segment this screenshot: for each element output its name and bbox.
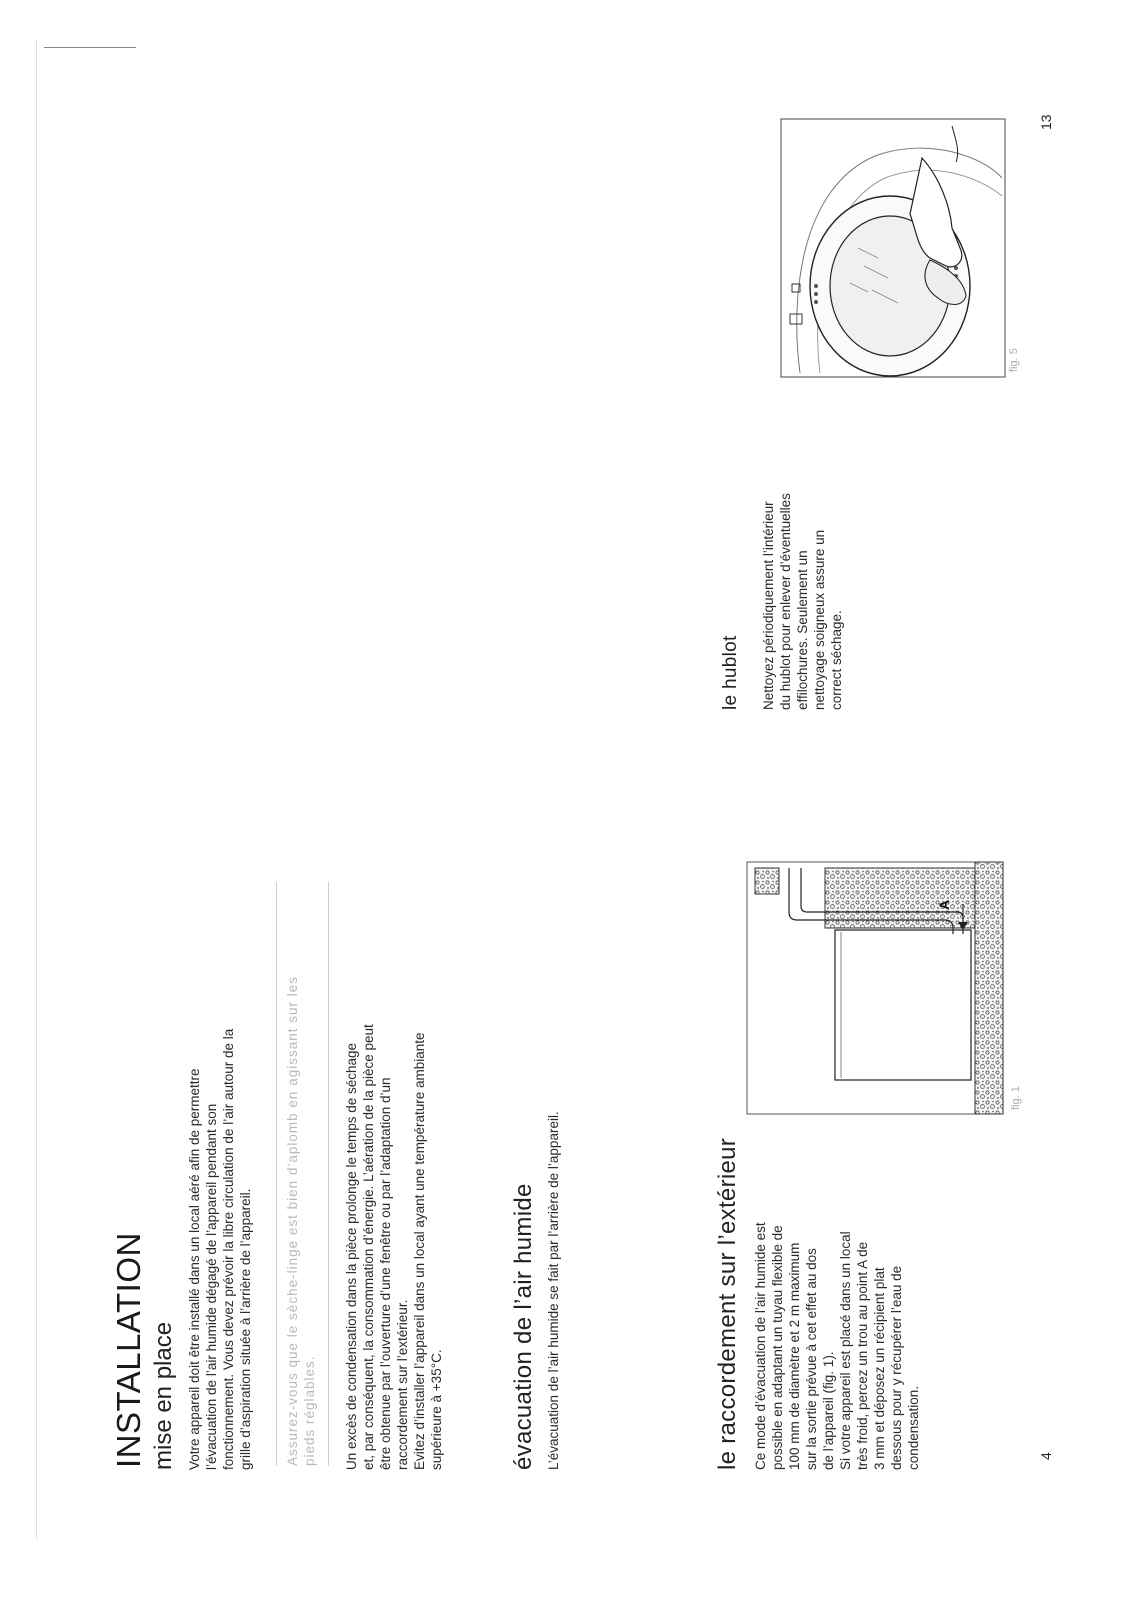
text-line: 100 mm de diamètre et 2 m maximum [787, 1242, 802, 1470]
vent-hole [814, 284, 818, 288]
text-line: sur la sortie prévue à cet effet au dos [804, 1248, 819, 1470]
text-line: nettoyage soigneux assure un [812, 529, 827, 710]
text-line: et, par conséquent, la consommation d’énergie. L’aération de la pièce peut [361, 1024, 376, 1470]
text-line: Votre appareil doit être installé dans un local aéré afin de permettre [187, 1068, 202, 1470]
note-box-left-rule [276, 882, 277, 1466]
text-line: condensation. [906, 1385, 921, 1470]
figure-hublot-illustration [780, 118, 1007, 380]
text-line: Un excès de condensation dans la pièce prolonge le temps de séchage [344, 1042, 359, 1470]
text-line: grille d’aspiration située à l’arrière de l’appareil. [238, 1188, 253, 1470]
text-line: fonctionnement. Vous devez prévoir la libre circulation de l’air autour de la [221, 1028, 236, 1470]
heading-mise-en-place: mise en place [150, 1321, 177, 1470]
figure-caption-1: fig. 1 [1010, 1086, 1022, 1110]
page-margin-line [36, 40, 37, 1540]
note-line: pieds réglables. [302, 1355, 317, 1466]
note-box-right-rule [328, 882, 329, 1466]
text-line: dessous pour y récupérer l’eau de [889, 1265, 904, 1470]
note-line: Assurez-vous que le sèche-linge est bien d’aplomb en agissant sur les [285, 976, 300, 1466]
page-title: INSTALLATION [110, 1232, 147, 1468]
paragraph-condensation [343, 1024, 445, 1470]
text-line: correct séchage. [829, 610, 844, 710]
paragraph-hublot [760, 493, 845, 710]
text-line: Ce mode d’évacuation de l’air humide est [753, 1222, 768, 1470]
page-number-left: 4 [1038, 1452, 1054, 1460]
text-line: supérieure à +35°C. [429, 1349, 444, 1470]
page-number-right: 13 [1038, 114, 1054, 130]
text-line: raccordement sur l’extérieur. [395, 1299, 410, 1470]
wall-gravel [825, 868, 975, 928]
note-pieds-reglables [284, 976, 318, 1466]
top-edge-line [44, 47, 136, 48]
heading-hublot: le hublot [720, 635, 741, 710]
heading-raccordement: le raccordement sur l’extérieur [714, 1137, 741, 1470]
vent-hole [814, 300, 818, 304]
text-line: très froid, percez un trou au point A de [855, 1241, 870, 1470]
text-line: effilochures. Seulement un [795, 550, 810, 710]
wall-block-small [755, 868, 779, 894]
dryer-appliance [835, 930, 971, 1080]
text-evacuation: L’évacuation de l’air humide se fait par l’arrière de l’appareil. [546, 1111, 561, 1470]
text-line: l’évacuation de l’air humide dégagé de l’appareil pendant son [204, 1103, 219, 1470]
text-line: du hublot pour enlever d’éventuelles [778, 493, 793, 710]
text-line: 3 mm et déposez un récipient plat [872, 1267, 887, 1470]
vent-hole [814, 292, 818, 296]
text-line: Evitez d’installer l’appareil dans un local ayant une température ambiante [412, 1032, 427, 1470]
text-line: Si votre appareil est placé dans un local [838, 1231, 853, 1470]
text-line: possible en adaptant un tuyau flexible de [770, 1225, 785, 1470]
floor-gravel [975, 862, 1003, 1114]
heading-evacuation: évacuation de l’air humide [510, 1183, 537, 1470]
paragraph-raccordement [752, 1222, 922, 1470]
paragraph-mise-en-place [186, 1029, 254, 1470]
point-a-label: A [936, 899, 952, 910]
text-line: Nettoyez périodiquement l’intérieur [761, 501, 776, 710]
figure-installation-diagram [745, 860, 1007, 1120]
text-line: être obtenue par l’ouverture d’une fenêtre ou par l’adaptation d’un [378, 1077, 393, 1470]
figure-caption-5: fig. 5 [1008, 348, 1020, 372]
text-line: de l’appareil (fig. 1). [821, 1351, 836, 1470]
